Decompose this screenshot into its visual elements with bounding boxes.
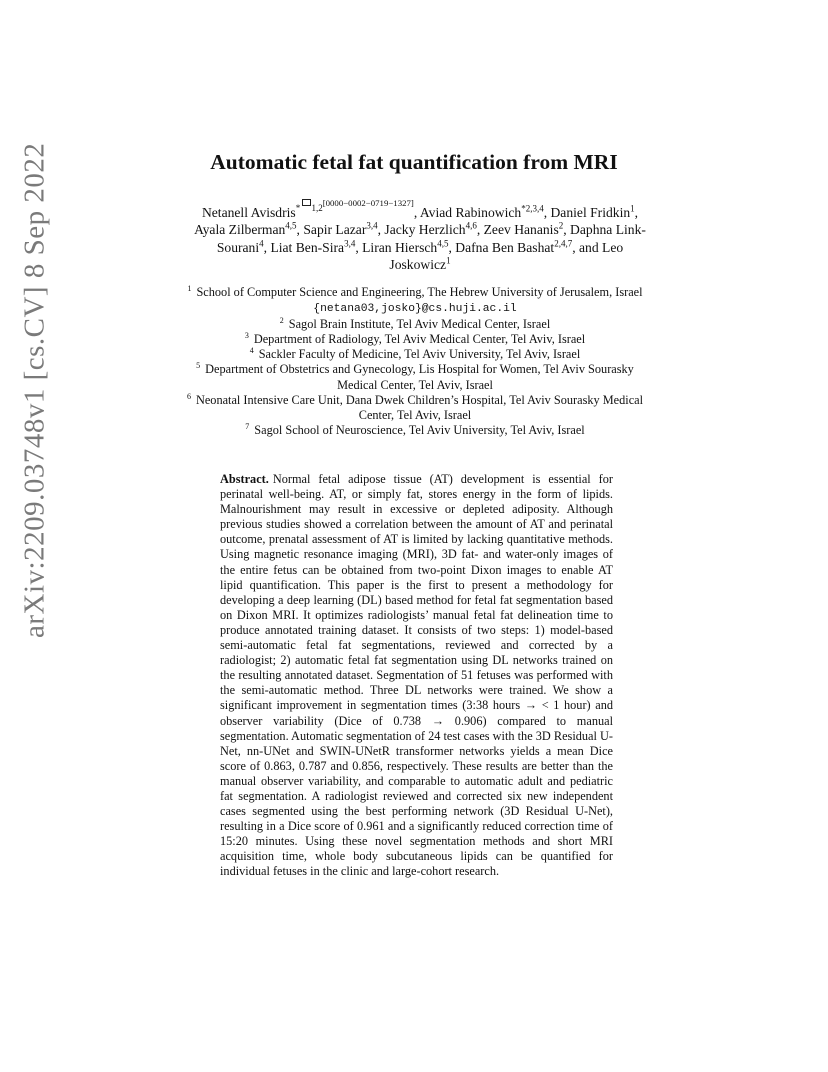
author-affiliation-marks: 3,4 <box>366 220 378 231</box>
affiliation-number: 6 <box>186 391 191 401</box>
author-list: Netanell Avisdris$^{* 1,2[0000-0002-0719-1327]}$, Aviad Rabinowich$^{*2,3,4}$, Daniel Fridkin$^1$, Ayala Zilberman$^{4,5}$, Sapir Lazar$^{3,4}$, Jacky Herzlich$^{4,6}$, Zeev Hananis$^2$, Daphna Link-Sourani$^4$, Liat Ben-Sira$^{3,4}$, Liran Hiersch$^{4,5}$, Dafna Ben Bashat$^{2,4,7}$, and Leo Joskowicz$^1$ <box>194 198 646 272</box>
affiliation <box>175 285 655 317</box>
affiliation-text: Department of Radiology, Tel Aviv Medical Center, Tel Aviv, Israel <box>253 332 586 347</box>
author <box>484 222 564 237</box>
author-affiliation-marks: 4 <box>259 238 264 249</box>
affiliation-text: Neonatal Intensive Care Unit, Dana Dwek Children’s Hospital, Tel Aviv Sourasky Medical Center, Tel Aviv, Israel <box>195 392 644 422</box>
affiliation-text: Sagol Brain Institute, Tel Aviv Medical Center, Israel <box>288 317 551 332</box>
affiliation-number: 3 <box>244 331 249 341</box>
email-address[interactable]: {netana03,josko}@cs.huji.ac.il <box>313 303 517 316</box>
affiliation-number: 7 <box>245 421 250 431</box>
author <box>420 205 544 220</box>
author <box>303 222 377 237</box>
author-name: Netanell Avisdris <box>201 205 296 220</box>
author-affiliation-marks: 4,6 <box>465 220 477 231</box>
affiliation-list <box>175 285 655 438</box>
author-affiliation-marks: 4,5 <box>437 238 449 249</box>
author-name: Liran Hiersch <box>362 239 438 255</box>
author-name: Daphna Link-Sourani <box>216 222 646 255</box>
author <box>270 240 355 255</box>
abstract <box>220 472 613 880</box>
author <box>455 240 572 255</box>
affiliation-number: 2 <box>279 316 284 326</box>
author <box>384 222 476 237</box>
author <box>201 198 414 220</box>
author-affiliation-marks: 1 <box>446 255 451 266</box>
author-affiliation-marks: 2,4,7 <box>554 238 573 249</box>
author-name: Ayala Zilberman <box>194 222 286 238</box>
author-name: Jacky Herzlich <box>384 222 466 238</box>
paper-title: Automatic fetal fat quantification from MRI <box>210 150 618 174</box>
author-affiliation-marks: 2 <box>558 220 564 231</box>
affiliation-text: Department of Obstetrics and Gynecology, Lis Hospital for Women, Tel Aviv Sourasky Medical Center, Tel Aviv, Israel <box>205 362 634 392</box>
affiliation-text: Sackler Faculty of Medicine, Tel Aviv University, Tel Aviv, Israel <box>258 347 581 362</box>
affiliation-text: School of Computer Science and Engineering, The Hebrew University of Jerusalem, Israel <box>196 285 643 299</box>
author <box>362 240 448 255</box>
author-name: Liat Ben-Sira <box>270 239 345 255</box>
author-affiliation-marks: 4,5 <box>285 220 297 231</box>
author-affiliation-marks: 1 <box>630 203 635 214</box>
affiliation <box>175 332 655 347</box>
arxiv-identifier-sidebar: arXiv:2209.03748v1 [cs.CV] 8 Sep 2022 <box>18 142 51 638</box>
author-name: Sapir Lazar <box>303 222 367 238</box>
affiliation-text: Sagol School of Neuroscience, Tel Aviv University, Tel Aviv, Israel <box>254 422 585 437</box>
author-affiliation-marks: * 1,2[0000−0002−0719−1327] <box>295 198 414 214</box>
affiliation <box>175 362 655 392</box>
author <box>550 205 634 220</box>
affiliation <box>175 317 655 332</box>
author-name: Aviad Rabinowich <box>419 205 522 220</box>
author-name: Daniel Fridkin <box>550 205 631 220</box>
affiliation <box>175 347 655 362</box>
author-name: Leo Joskowicz <box>389 239 624 272</box>
affiliation-number: 1 <box>187 283 192 293</box>
author-affiliation-marks: 3,4 <box>344 238 356 249</box>
abstract-label: Abstract. <box>220 472 269 486</box>
envelope-icon <box>302 199 311 206</box>
author <box>194 222 296 237</box>
affiliation <box>175 423 655 438</box>
author-name: Dafna Ben Bashat <box>455 239 555 255</box>
affiliation <box>175 393 655 423</box>
author-affiliation-marks: *2,3,4 <box>521 203 544 214</box>
affiliation-number: 5 <box>196 361 201 371</box>
abstract-text: Normal fetal adipose tissue (AT) development is essential for perinatal well-being. AT, or simply fat, stores energy in the form of lipids. Malnourishment may result in excessive or depleted adiposity. Although previous studies showed a correlation between the amount of AT and perinatal outcome, prenatal assessment of AT is limited by lacking quantitative methods. Using magnetic resonance imaging (MRI), 3D fat- and water-only images of the entire fetus can be obtained from two-point Dixon images to enable AT lipid quantification. This paper is the first to present a methodology for developing a deep learning (DL) based method for fetal fat segmentation based on Dixon MRI. It optimizes radiologists’ manual fetal fat delineation time to produce annotated training dataset. It consists of two steps: 1) model-based semi-automatic fetal fat segmentations, reviewed and corrected by a radiologist; 2) automatic fetal fat segmentation using DL networks trained on the resulting annotated dataset. Segmentation of 51 fetuses was performed with the semi-automatic method. Three DL networks were trained. We show a significant improvement in segmentation times (3:38 hours → < 1 hour) and observer variability (Dice of 0.738 → 0.906) compared to manual segmentation. Automatic segmentation of 24 test cases with the 3D Residual U-Net, nn-UNet and SWIN-UNetR transformer networks yields a mean Dice score of 0.863, 0.787 and 0.856, respectively. These results are better than the manual observer variability, and comparable to automatic adult and pediatric fat segmentation. A radiologist reviewed and corrected six new independent cases segmented using the best performing network (3D Residual U-Net), resulting in a Dice score of 0.961 and a significantly reduced correction time of 15:20 minutes. Using these novel segmentation methods and short MRI acquisition time, whole body subcutaneous lipids can be quantified for individual fetuses in the clinic and large-cohort research. <box>220 472 613 879</box>
affiliation-number: 4 <box>249 346 254 356</box>
author-name: Zeev Hananis <box>483 222 559 238</box>
orcid-id: [0000−0002−0719−1327] <box>322 198 414 209</box>
